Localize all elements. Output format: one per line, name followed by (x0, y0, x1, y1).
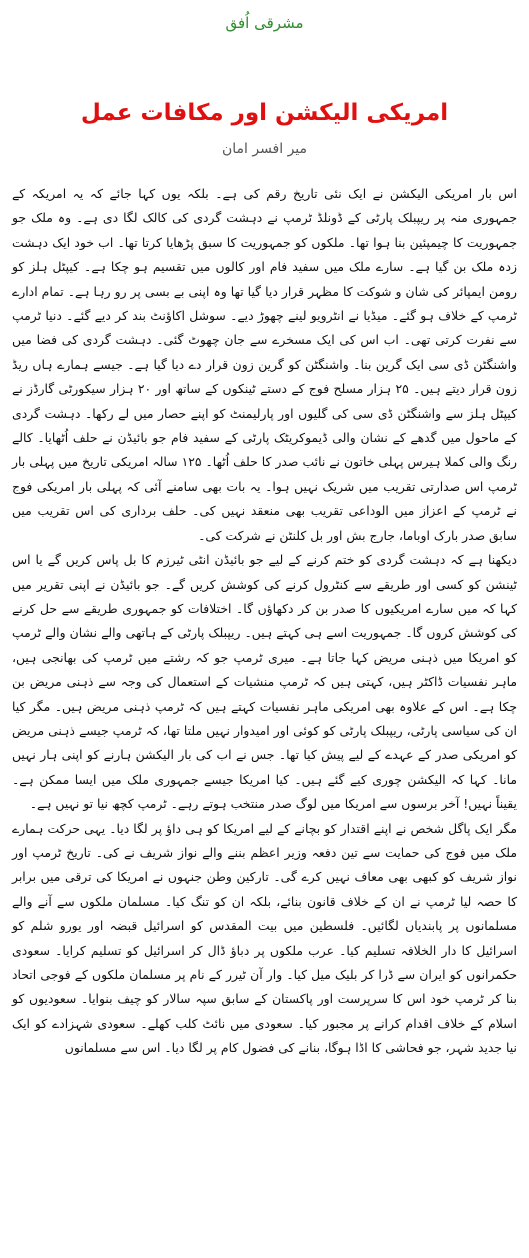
article-title: امریکی الیکشن اور مکافات عمل (80, 100, 449, 126)
column-name: مشرقی اُفق (225, 14, 304, 32)
paragraph: دیکھنا ہے کہ دہشت گردی کو ختم کرنے کے لیے جو بائیڈن انٹی ٹیرزم کا بل پاس کریں گے یا اس ٹینشن کو کسی اور طریقے سے کنٹرول کرنے کی کوشش کریں گے۔ جو بائیڈن نے اپنی تقریر میں کہا کہ میں سارے امریکیوں کا صدر بن کر دکھاؤں گا۔ اختلافات کو جمہوری طریقے سے حل کرنے کی کوشش کروں گا۔ جمہوریت اسے ہی کہتے ہیں۔ ریپبلک پارٹی کے ہاتھی والے نشان والے ٹرمپ کو امریکا میں ذہنی مریض کہا جاتا ہے۔ میری ٹرمپ جو کہ رشتے میں ٹرمپ کی بھانجی ہیں، ماہر نفسیات ڈاکٹر ہیں، کہتی ہیں کہ ٹرمپ منشیات کے استعمال کی وجہ سے ذہنی مریض بن چکا ہے۔ اس کے علاوہ بھی امریکی ماہر نفسیات کہتے ہیں کہ ٹرمپ ذہنی مریض ہیں۔ مگر کیا ان کی سیاسی پارٹی، ریپبلک پارٹی کو کوئی اور امیدوار نہیں ملتا تھا، کہ ٹرمپ جیسے ذہنی مریض کو امریکی صدر کے عہدے کے لیے پیش کیا تھا۔ جس نے اب کی بار الیکشن ہارنے کو اپنی ہار نہیں مانا۔ کہا کہ الیکشن چوری کیے گئے ہیں۔ کیا امریکا جیسے جمہوری ملک میں ایسا ممکن ہے۔ یقیناً نہیں! آخر برسوں سے امریکا میں لوگ صدر منتخب ہوتے رہے۔ ٹرمپ کچھ نیا تو نہیں ہے۔ (12, 552, 517, 812)
article-body (12, 182, 517, 1061)
author-name: میر افسر امان (221, 141, 308, 157)
paragraph: اس بار امریکی الیکشن نے ایک نئی تاریخ رقم کی ہے۔ بلکہ یوں کہا جائے کہ یہ امریکہ کے جمہوری منہ پر ریپبلک پارٹی کے ڈونلڈ ٹرمپ نے دہشت گردی کی کالک لگا دی ہے۔ وہ ملک جو جمہوریت کا چیمپئین بنا ہوا تھا۔ ملکوں کو جمہوریت کا سبق پڑھایا کرتا تھا۔ اب خود ایک دہشت زدہ ملک بن گیا ہے۔ سارے ملک میں سفید فام اور کالوں میں تقسیم ہو چکا ہے۔ کیپٹل ہلز کو رومن ایمپائر کی شان و شوکت کا مظہر قرار دیا گیا تھا وہ اپنی بے بسی پر رو رہا ہے۔ تمام ادارے ٹرمپ کے خلاف ہو گئے۔ میڈیا نے انٹرویو لینے چھوڑ دیے۔ سوشل اکاؤنٹ بند کر دیے گئے۔ دنیا ٹرمپ سے نفرت کرتی تھی۔ اب اس کی ایک مسخرے سے جان چھوٹ گئی۔ دہشت گردی کی فضا میں واشنگٹن ڈی سی ایک گرین بنا۔ واشنگٹن کو گرین زون قرار دے دیا گیا ہے۔ جیسے ہمارے ہاں ریڈ زون قرار دیتے ہیں۔ ۲۵ ہزار مسلح فوج کے دستے ٹینکوں کے ساتھ اور ۲۰ ہزار سیکورٹی گارڈز نے کیپٹل ہلز سے واشنگٹن ڈی سی کی گلیوں اور پارلیمنٹ کو اپنے حصار میں لے رکھا۔ دہشت گردی کے ماحول میں گدھے کے نشان والی ڈیموکریٹک پارٹی کے سفید فام جو بائیڈن نے حلف اُٹھایا۔ کالے رنگ والی کملا ہیرس پہلی خاتون نے نائب صدر کا حلف اُٹھا۔ ۱۲۵ سالہ امریکی تاریخ میں پہلی بار ٹرمپ اس صدارتی تقریب میں شریک نہیں ہوا۔ یہ بات بھی سامنے آئی کہ پہلی بار امریکی فوج نے ٹرمپ کے اعزاز میں الوداعی تقریب بھی منعقد نہیں کی۔ حلف برداری کی اس تقریب میں سابق صدر بارک اوباما، جارج بش اور بل کلنٹن نے شرکت کی۔ (12, 186, 518, 543)
paragraph: مگر ایک پاگل شخص نے اپنے اقتدار کو بچانے کے لیے امریکا کو ہی داؤ پر لگا دیا۔ یہی حرکت ہمارے ملک میں فوج کی حمایت سے تین دفعہ وزیر اعظم بننے والے نواز شریف نے کی۔ تاریخ ٹرمپ اور نواز شریف کو کبھی بھی معاف نہیں کرے گی۔ تارکین وطن جنہوں نے امریکا کی ترقی میں برابر کا حصہ لیا ٹرمپ نے ان کے خلاف قانون بنائے، بلکہ ان کو تنگ کیا۔ مسلمان ملکوں سے آنے والے مسلمانوں پر پابندیاں لگائیں۔ فلسطین میں بیت المقدس کو اسرائیل قبضہ اور یورو شلم کو اسرائیل کا دار الخلافہ تسلیم کیا۔ عرب ملکوں پر دباؤ ڈال کر اسرائیل کو تسلیم کرایا۔ سعودی حکمرانوں کو ایران سے ڈرا کر بلیک میل کیا۔ وار آن ٹیرر کے نام پر مسلمان ملکوں کے فوجی اتحاد بنا کر ٹرمپ خود اس کا سرپرست اور پاکستان کے سابق سپہ سالار کو چیف بنوایا۔ سعودیوں کو اسلام کے خلاف اقدام کرانے پر مجبور کیا۔ سعودی میں نائٹ کلب کھلے۔ سعودی شہزادے کو ایک نیا جدید شہر، جو فحاشی کا اڈا ہوگا، بنانے کی فضول کام پر لگا دیا۔ اس سے مسلمانوں (12, 820, 517, 1056)
